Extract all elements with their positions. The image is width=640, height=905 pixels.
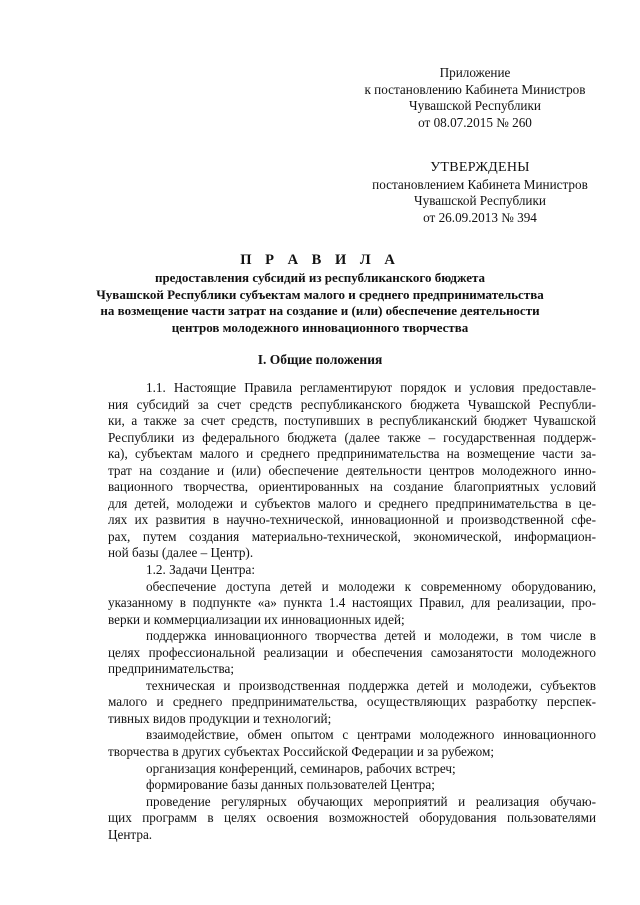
- body-line: обеспечение доступа детей и молодежи к современному оборудованию,: [146, 578, 596, 594]
- body-line: организация конференций, семинаров, рабочих встреч;: [146, 760, 456, 776]
- document-title: [80, 251, 560, 336]
- appendix-header: [340, 65, 610, 131]
- body-line: Центра.: [108, 826, 153, 842]
- title-subtitle-line: предоставления субсидий из республиканского бюджета: [154, 270, 486, 285]
- body-line: малого и среднего предпринимательства, осуществляющих разработку перспек-: [108, 694, 596, 710]
- body-line: техническая и производственная поддержка детей и молодежи, субъектов: [146, 677, 596, 693]
- section-heading: I. Общие положения: [257, 352, 383, 367]
- approval-line: от 26.09.2013 № 394: [423, 209, 537, 225]
- body-line: поддержка инновационного творчества детей и молодежи, в том числе в: [146, 628, 596, 644]
- body-line: целях профессиональной реализации и обеспечения самозанятости молодежного: [108, 644, 596, 660]
- appendix-line: Приложение: [439, 65, 511, 80]
- body-line: для детей, молодежи и субъектов малого и среднего предпринимательства в це-: [108, 495, 596, 511]
- body-line: лях их развития в научно-технической, инновационной и производственной сфе-: [108, 512, 596, 528]
- body-line: рах, путем создания материально-технической, экономической, информацион-: [108, 528, 596, 544]
- body-line: Республики из федерального бюджета (далее также – государственная поддерж-: [108, 429, 596, 445]
- body-line: ния субсидий за счет средств республиканского бюджета Чувашской Республи-: [108, 396, 596, 412]
- title-subtitle-line: Чувашской Республики субъектам малого и среднего предпринимательства: [96, 286, 544, 302]
- appendix-line: от 08.07.2015 № 260: [418, 114, 532, 130]
- body-line: верки и коммерциализации их инновационных идей;: [108, 611, 405, 627]
- appendix-line: Чувашской Республики: [409, 98, 541, 113]
- body-line: предпринимательства;: [108, 661, 235, 677]
- title-main: П Р А В И Л А: [240, 252, 400, 268]
- body-line: 1.2. Задачи Центра:: [146, 562, 256, 578]
- body-line: вационного творчества, ориентированных на создание благоприятных условий: [108, 479, 596, 495]
- body-line: 1.1. Настоящие Правила регламентируют порядок и условия предоставле-: [146, 380, 596, 395]
- body-text: [108, 380, 596, 843]
- body-line: указанному в подпункте «а» пункта 1.4 настоящих Правил, для реализации, про-: [108, 595, 596, 611]
- approval-line: постановлением Кабинета Министров: [372, 176, 588, 192]
- body-line: творчества в других субъектах Российской Федерации и за рубежом;: [108, 744, 494, 760]
- appendix-line: к постановлению Кабинета Министров: [364, 81, 586, 97]
- body-line: тивных видов продукции и технологий;: [108, 710, 332, 726]
- body-line: ки, а также за счет средств, поступивших в республиканский бюджет Чувашской: [108, 413, 596, 429]
- body-line: щих программ в целях освоения возможностей оборудования пользователями: [108, 810, 596, 826]
- body-line: ка), субъектам малого и среднего предпринимательства на возмещение части за-: [108, 446, 596, 462]
- body-line: проведение регулярных обучающих мероприятий и реализация обучаю-: [146, 793, 596, 809]
- body-line: взаимодействие, обмен опытом с центрами молодежного инновационного: [146, 727, 596, 743]
- approval-heading: УТВЕРЖДЕНЫ: [430, 160, 530, 175]
- body-line: формирование базы данных пользователей Центра;: [146, 777, 435, 793]
- body-line: трат на создание и (или) обеспечение деятельности центров молодежного инно-: [108, 462, 596, 478]
- approval-line: Чувашской Республики: [414, 193, 546, 208]
- approval-stamp: [345, 160, 615, 226]
- body-line: ной базы (далее – Центр).: [108, 545, 254, 561]
- title-subtitle-line: центров молодежного инновационного творчества: [171, 319, 469, 335]
- title-subtitle-line: на возмещение части затрат на создание и (или) обеспечение деятельности: [100, 303, 540, 319]
